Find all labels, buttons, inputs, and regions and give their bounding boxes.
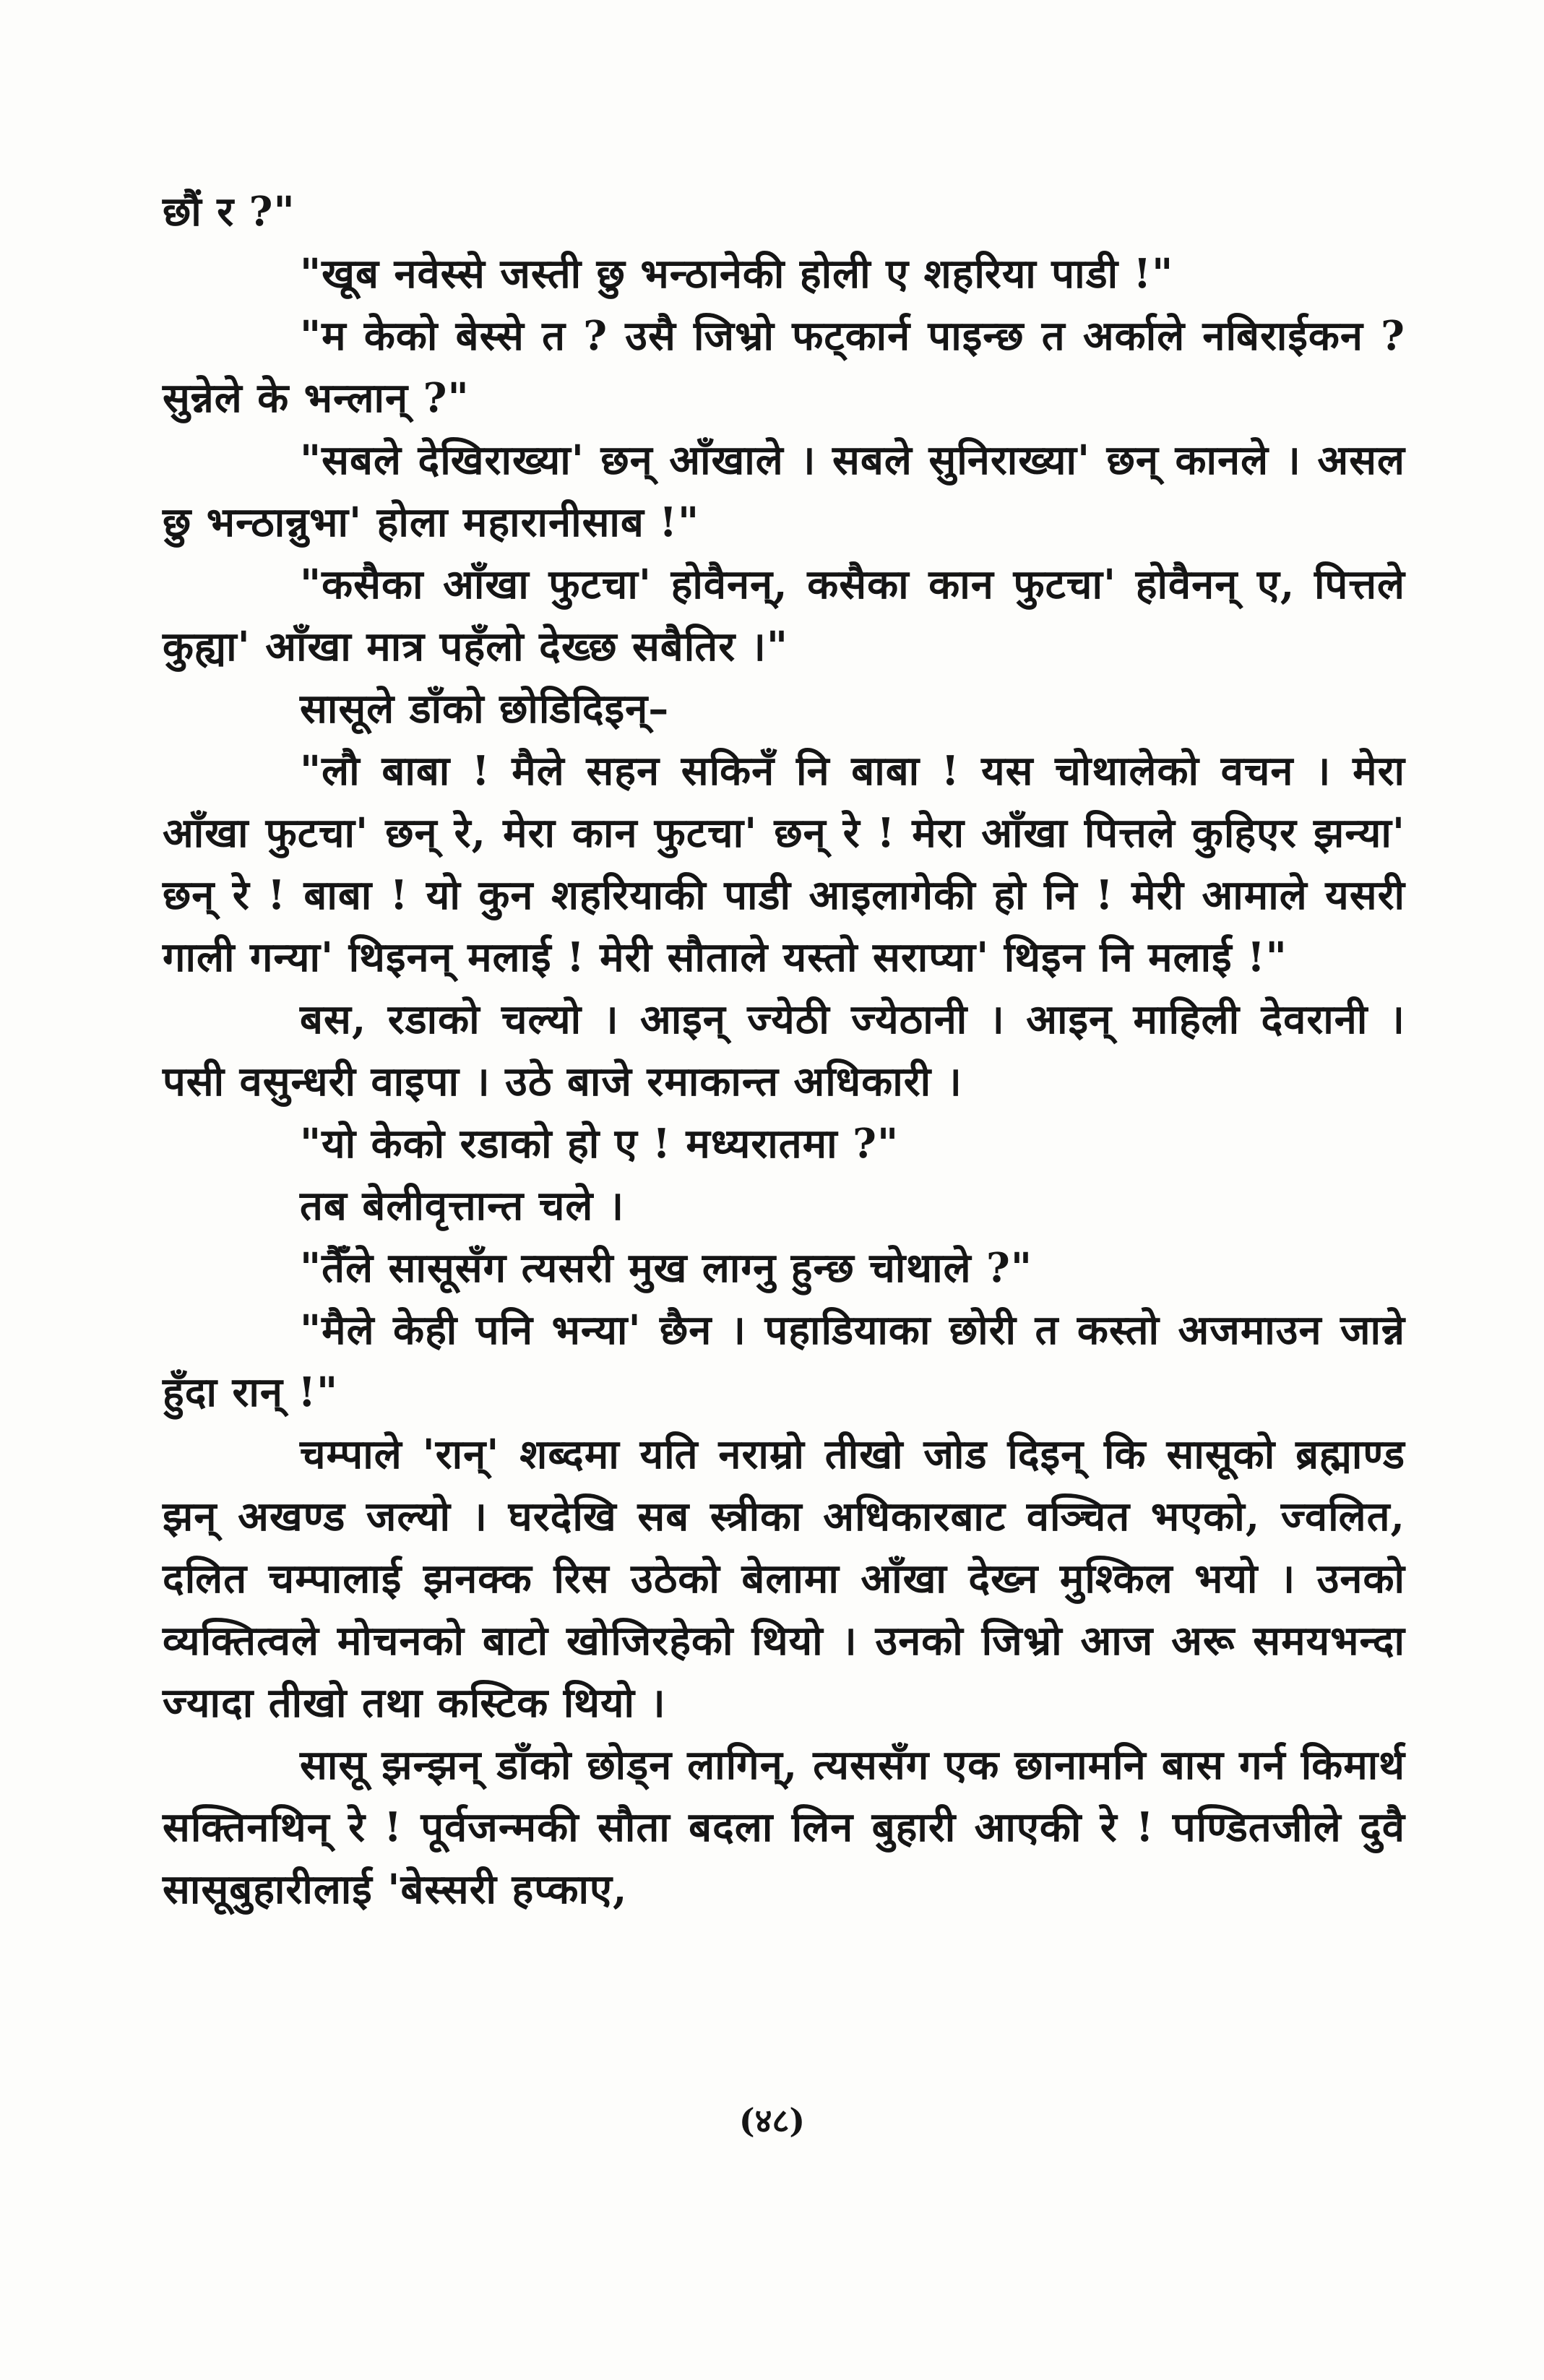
paragraph-14: सासू झन्झन् डाँको छोड्न लागिन्, त्यससँग एक छानामनि बास गर्न किमार्थ सक्तिनथिन् रे ! पूर्वजन्मकी सौता बदला लिन बुहारी आएकी रे ! पण्डितजीले दुवै सासूबुहारीलाई 'बेस्सरी हप्काए, <box>163 1741 1405 1913</box>
paragraph-5: "कसैका आँखा फुटचा' होवैनन्, कसैका कान फुटचा' होवैनन् ए, पित्तले कुह्या' आँखा मात्र पहँलो देख्छ सबैतिर ।" <box>163 561 1405 671</box>
page-number: (४८) <box>738 2101 806 2140</box>
paragraph-8: बस, रडाको चल्यो । आइन् ज्येठी ज्येठानी । आइन् माहिली देवरानी । पसी वसुन्धरी वाइपा । उठे बाजे रमाकान्त अधिकारी । <box>163 996 1405 1105</box>
paragraph-7: "लौ बाबा ! मैले सहन सकिनँ नि बाबा ! यस चोथालेको वचन । मेरा आँखा फुटचा' छन् रे, मेरा कान फुटचा' छन् रे ! मेरा आँखा पित्तले कुहिएर झन्या' छन् रे ! बाबा ! यो कुन शहरियाकी पाडी आइलागेकी हो नि ! मेरी आमाले यसरी गाली गन्या' थिइनन् मलाई ! मेरी सौताले यस्तो सराप्या' थिइन नि मलाई !" <box>163 747 1405 981</box>
paragraph-9: "यो केको रडाको हो ए ! मध्यरातमा ?" <box>300 1120 900 1168</box>
body-text <box>163 181 1405 1920</box>
paragraph-13: चम्पाले 'रान्' शब्दमा यति नराम्रो तीखो जोड दिइन् कि सासूको ब्रह्माण्ड झन् अखण्ड जल्यो । घरदेखि सब स्त्रीका अधिकारबाट वञ्चित भएको, ज्वलित, दलित चम्पालाई झनक्क रिस उठेको बेलामा आँखा देख्न मुश्किल भयो । उनको व्यक्तित्वले मोचनको बाटो खोजिरहेको थियो । उनको जिभ्रो आज अरू समयभन्दा ज्यादा तीखो तथा कस्टिक थियो । <box>163 1431 1405 1727</box>
paragraph-11: "तैँले सासूसँग त्यसरी मुख लाग्नु हुन्छ चोथाले ?" <box>300 1244 1033 1292</box>
paragraph-1: छौं र ?" <box>163 188 296 236</box>
paragraph-10: तब बेलीवृत्तान्त चले । <box>300 1182 625 1230</box>
paragraph-12: "मैले केही पनि भन्या' छैन । पहाडियाका छोरी त कस्तो अजमाउन जान्ने हुँदा रान् !" <box>163 1306 1405 1416</box>
paragraph-3: "म केको बेस्से त ? उसै जिभ्रो फट्कार्न पाइन्छ त अर्काले नबिराईकन ? सुन्नेले के भन्लान् ?" <box>163 312 1405 422</box>
paragraph-2: "खूब नवेस्से जस्ती छु भन्ठानेकी होली ए शहरिया पाडी !" <box>300 250 1174 298</box>
paragraph-4: "सबले देखिराख्या' छन् आँखाले । सबले सुनिराख्या' छन् कानले । असल छु भन्ठान्नुभा' होला महारानीसाब !" <box>163 436 1405 546</box>
paragraph-6: सासूले डाँको छोडिदिइन्– <box>300 685 670 733</box>
